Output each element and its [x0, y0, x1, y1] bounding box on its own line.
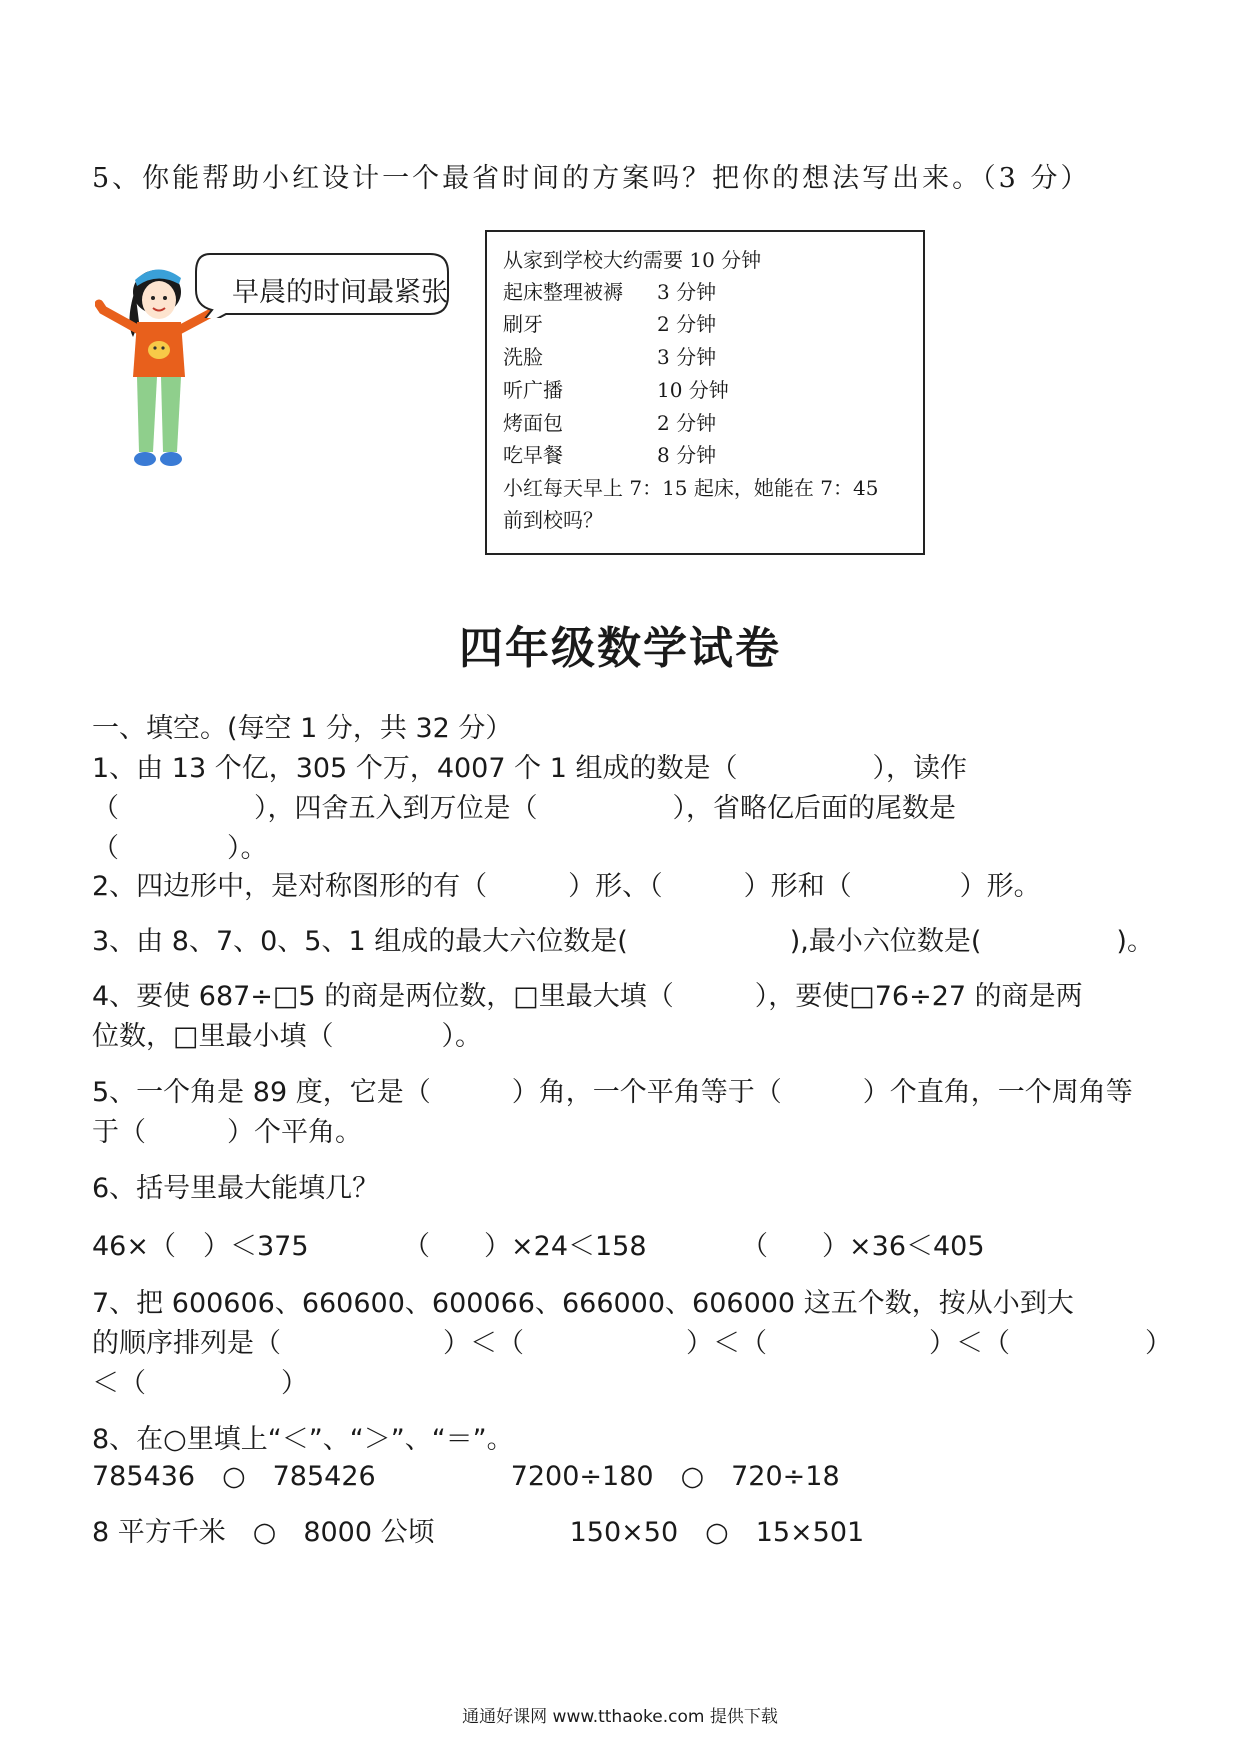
question-line: （ ），四舍五入到万位是（ ），省略亿后面的尾数是 [92, 793, 956, 824]
schedule-question: 前到校吗？ [503, 508, 603, 532]
schedule-time: 2 分钟 [657, 312, 717, 336]
question-line: 4、要使 687÷□5 的商是两位数，□里最大填（ ），要使□76÷27 的商是两 [92, 981, 1083, 1012]
schedule-time: 8 分钟 [657, 443, 717, 467]
question-line: 8 平方千米 ○ 8000 公顷 150×50 ○ 15×501 [92, 1517, 865, 1548]
schedule-time: 3 分钟 [657, 280, 717, 304]
question-line: 3、由 8、7、0、5、1 组成的最大六位数是( ),最小六位数是( )。 [92, 926, 1154, 957]
schedule-time: 2 分钟 [657, 411, 717, 435]
schedule-question: 小红每天早上 7：15 起床，她能在 7：45 [503, 476, 879, 500]
question-line: 5、一个角是 89 度，它是（ ）角，一个平角等于（ ）个直角，一个周角等 [92, 1077, 1133, 1108]
schedule-task: 刷牙 [503, 312, 543, 336]
speech-bubble-text: 早晨的时间最紧张 [232, 277, 448, 308]
question-line: （ ）。 [92, 833, 268, 864]
exam-title: 四年级数学试卷 [459, 623, 781, 674]
schedule-task: 洗脸 [503, 345, 543, 369]
question-5-design-plan: 5、你能帮助小红设计一个最省时间的方案吗？把你的想法写出来。（3 分） [92, 163, 1091, 194]
question-line: 于（ ）个平角。 [92, 1117, 362, 1148]
schedule-task: 吃早餐 [503, 443, 563, 467]
schedule-intro: 从家到学校大约需要 10 分钟 [503, 248, 762, 272]
question-line: 8、在○里填上“＜”、“＞”、“＝”。 [92, 1424, 514, 1455]
question-line: 的顺序排列是（ ）＜（ ）＜（ ）＜（ ） [92, 1328, 1172, 1359]
schedule-task: 烤面包 [503, 411, 563, 435]
schedule-task: 起床整理被褥 [503, 280, 623, 304]
question-line: 6、括号里最大能填几？ [92, 1173, 380, 1204]
schedule-task: 听广播 [503, 378, 563, 402]
question-line: 2、四边形中，是对称图形的有（ ）形、（ ）形和（ ）形。 [92, 871, 1041, 902]
section-heading: 一、填空。(每空 1 分，共 32 分） [92, 713, 513, 744]
schedule-time: 3 分钟 [657, 345, 717, 369]
question-line: 1、由 13 个亿，305 个万，4007 个 1 组成的数是（ ），读作 [92, 753, 967, 784]
question-line: ＜（ ） [92, 1368, 308, 1399]
question-line: 7、把 600606、660600、600066、666000、606000 这五个数，按从小到大 [92, 1288, 1074, 1319]
schedule-time: 10 分钟 [657, 378, 729, 402]
question-line: 46×（ ）＜375 （ ）×24＜158 （ ）×36＜405 [92, 1231, 985, 1262]
footer-source: 通通好课网 www.tthaoke.com 提供下载 [462, 1707, 778, 1727]
morning-schedule-box [485, 230, 925, 555]
question-line: 位数，□里最小填（ ）。 [92, 1021, 483, 1052]
question-line: 785436 ○ 785426 7200÷180 ○ 720÷18 [92, 1461, 840, 1492]
